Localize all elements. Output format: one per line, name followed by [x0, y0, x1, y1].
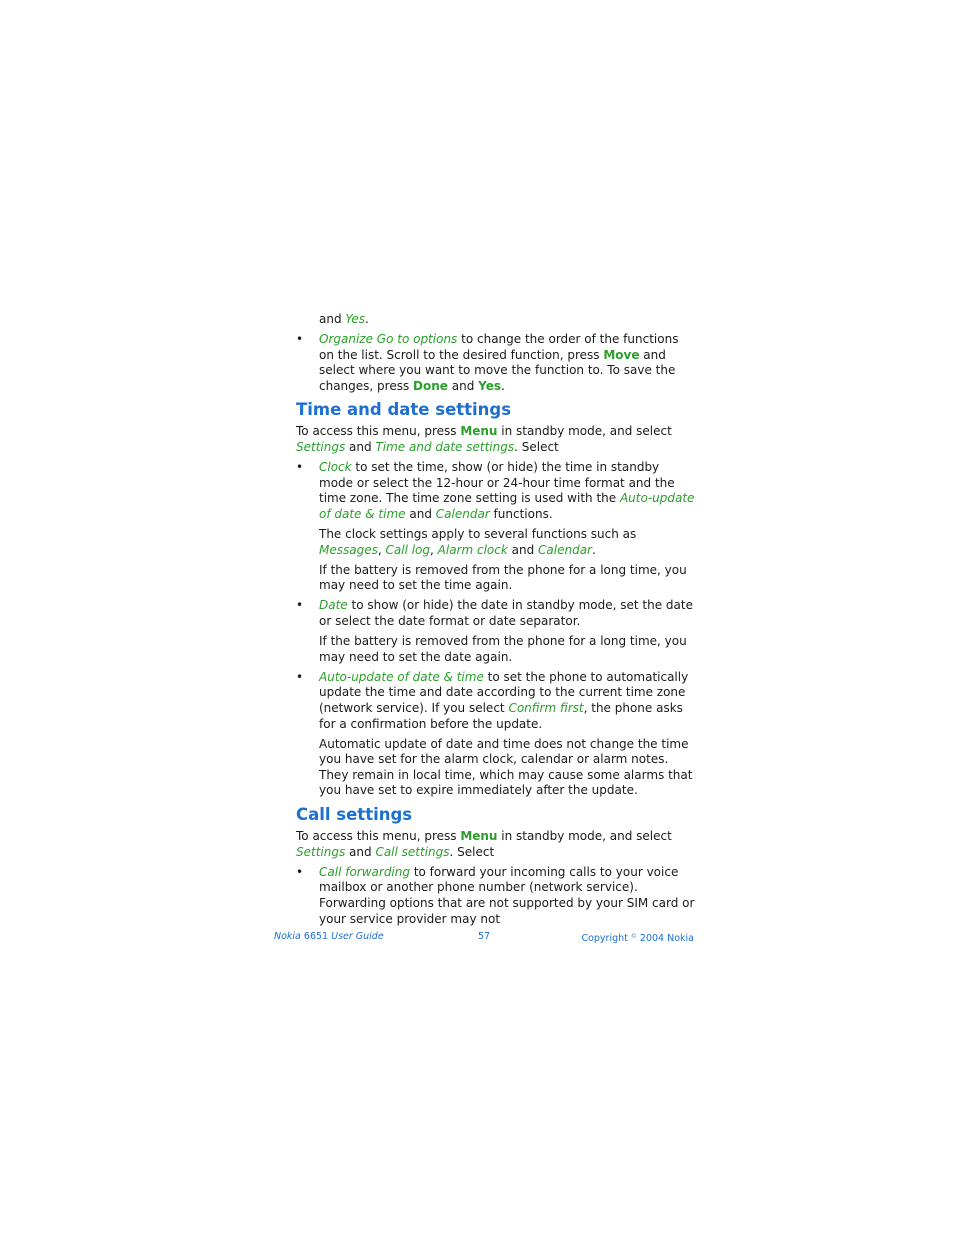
menu-item-organize: Organize Go to options	[319, 332, 458, 347]
page-content	[296, 312, 696, 927]
page-number: 57	[478, 931, 491, 942]
text: ,	[430, 542, 438, 557]
text: and	[345, 844, 376, 859]
menu-item-call-log: Call log	[385, 542, 431, 557]
text: The clock settings apply to several functions such as	[319, 527, 637, 542]
softkey-move: Move	[603, 347, 640, 362]
text: ,	[377, 542, 386, 557]
auto-update-note: Automatic update of date and time does not change the time you have set for the alarm clock, calendar or alarm notes. They remain in local time, which may cause some alarms that you have set to expire immediately after the update.	[319, 736, 693, 798]
text: , the phone asks for a confirmation before the update.	[319, 700, 683, 731]
text: To access this menu, press	[296, 424, 461, 439]
bullet-icon: •	[296, 864, 304, 879]
softkey-menu: Menu	[460, 424, 498, 439]
menu-item-call-forwarding: Call forwarding	[319, 864, 410, 879]
menu-item-yes: Yes	[345, 312, 366, 326]
softkey-done: Done	[413, 378, 448, 393]
menu-item-calendar: Calendar	[538, 542, 592, 557]
text: .	[365, 312, 369, 326]
menu-item-time-and-date-settings: Time and date settings	[375, 440, 515, 455]
text: and	[319, 312, 346, 326]
footer-model: 6651	[300, 931, 332, 942]
text: in standby mode, and select	[497, 829, 672, 844]
text: . Select	[514, 440, 559, 455]
bullet-organize	[296, 332, 696, 394]
page-footer	[274, 931, 694, 943]
bullet-icon: •	[296, 460, 304, 475]
menu-item-confirm-first: Confirm first	[508, 700, 584, 715]
text: and	[507, 542, 539, 557]
softkey-menu: Menu	[460, 829, 498, 844]
text: To access this menu, press	[296, 829, 461, 844]
call-intro	[296, 829, 696, 860]
menu-item-call-settings: Call settings	[375, 844, 450, 859]
text: .	[501, 378, 505, 393]
text: and	[405, 506, 436, 521]
clock-note	[296, 527, 696, 558]
time-intro	[296, 424, 696, 455]
text: and select where you want to move the function to. To save the changes, press	[319, 347, 676, 393]
continued-text	[296, 312, 696, 328]
text: . Select	[449, 844, 495, 859]
text: Copyright	[581, 933, 631, 944]
menu-item-auto-update: Auto-update of date & time	[319, 491, 695, 521]
menu-item-settings: Settings	[296, 844, 346, 859]
softkey-yes: Yes	[478, 378, 502, 393]
text: to set the time, show (or hide) the time in standby mode or select the 12-hour or 24-hour time format and the time zone. The time zone setting is used with the	[319, 460, 675, 506]
menu-item-date: Date	[319, 598, 348, 613]
text: to forward your incoming calls to your voice mailbox or another phone number (network service). Forwarding options that are not supported by your SIM card or your service provider may not	[319, 864, 695, 926]
menu-item-alarm-clock: Alarm clock	[437, 542, 508, 557]
menu-item-settings: Settings	[296, 440, 346, 455]
bullet-auto-update	[296, 670, 696, 732]
heading-call-settings: Call settings	[296, 805, 413, 825]
text: to show (or hide) the date in standby mode, set the date or select the date format or date separator.	[319, 598, 693, 628]
text: .	[592, 542, 596, 557]
footer-title	[274, 931, 384, 943]
bullet-icon: •	[296, 669, 304, 684]
menu-item-auto-update: Auto-update of date & time	[319, 669, 484, 684]
text: and	[447, 378, 479, 393]
footer-copyright	[581, 931, 694, 945]
menu-item-messages: Messages	[319, 542, 378, 557]
text: 2004 Nokia	[636, 933, 694, 944]
heading-time-and-date: Time and date settings	[296, 400, 512, 420]
text: to set the phone to automatically update the time and date according to the current time zone (network service). If you select	[319, 669, 689, 715]
copyright-symbol: ©	[630, 933, 637, 940]
bullet-date	[296, 598, 696, 629]
menu-item-clock: Clock	[319, 460, 352, 475]
bullet-clock	[296, 460, 696, 522]
bullet-icon: •	[296, 332, 304, 347]
text: and	[345, 440, 376, 455]
menu-item-calendar: Calendar	[435, 506, 490, 521]
footer-brand: Nokia	[274, 931, 301, 942]
text: in standby mode, and select	[497, 424, 672, 439]
clock-battery-note: If the battery is removed from the phone for a long time, you may need to set the time again.	[319, 562, 687, 593]
footer-guide: User Guide	[331, 931, 384, 942]
bullet-icon: •	[296, 598, 304, 613]
text: functions.	[489, 506, 553, 521]
bullet-call-forwarding	[296, 865, 696, 927]
date-battery-note: If the battery is removed from the phone for a long time, you may need to set the date again.	[319, 634, 687, 664]
text: to change the order of the functions on the list. Scroll to the desired function, press	[319, 332, 679, 362]
